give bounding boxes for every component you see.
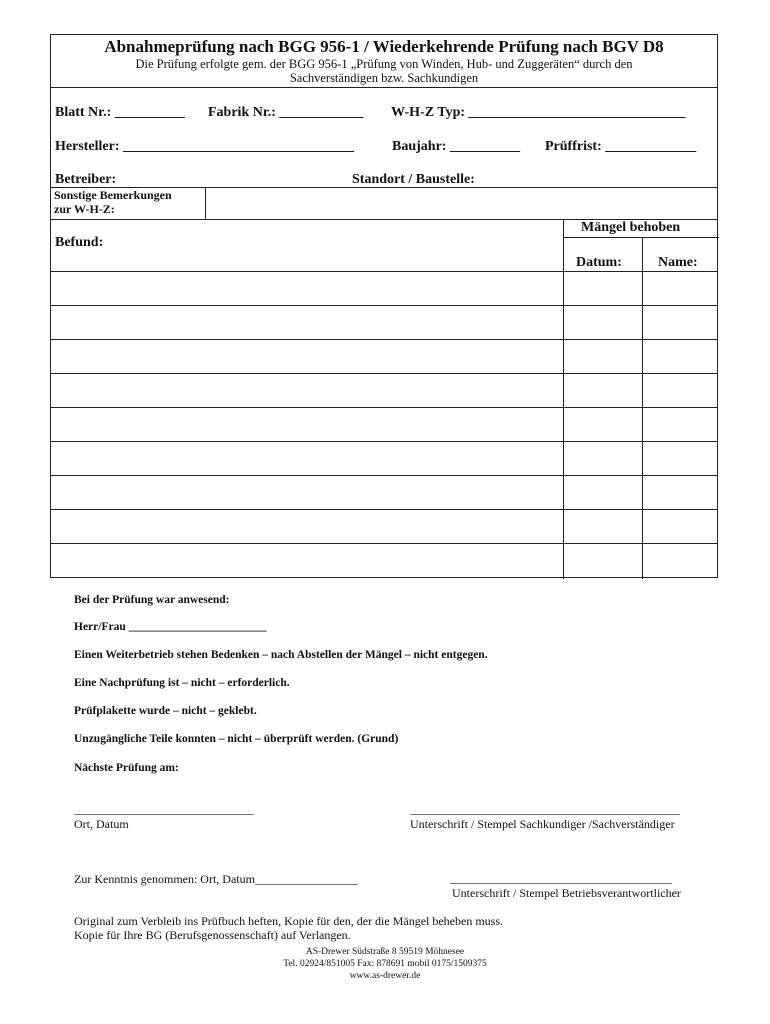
- footer-address: AS-Drewer Südstraße 8 59519 Möhnesee: [305, 947, 465, 957]
- footer-phone: Tel. 02924/851005 Fax: 878691 mobil 0175/1509375: [283, 959, 487, 969]
- divider: [51, 87, 717, 88]
- anwesend-label: Bei der Prüfung war anwesend:: [74, 594, 230, 606]
- betrieb-signature-line[interactable]: _____________________________________: [450, 871, 672, 885]
- blatt-field[interactable]: Blatt Nr.: __________: [55, 105, 185, 120]
- standort-field[interactable]: Standort / Baustelle:: [352, 172, 475, 187]
- unzugaenglich-statement: Unzugängliche Teile konnten – nicht – überprüft werden. (Grund): [74, 733, 399, 745]
- column-divider: [642, 237, 643, 579]
- whz-typ-field[interactable]: W-H-Z Typ: _______________________________: [391, 105, 686, 120]
- nachpruefung-statement: Eine Nachprüfung ist – nicht – erforderlich.: [74, 677, 290, 689]
- form-box: [50, 34, 718, 578]
- naechste-pruefung-field[interactable]: Nächste Prüfung am:: [74, 762, 179, 774]
- weiterbetrieb-statement: Einen Weiterbetrieb stehen Bedenken – nach Abstellen der Mängel – nicht entgegen.: [74, 649, 488, 661]
- pruefplakette-statement: Prüfplakette wurde – nicht – geklebt.: [74, 705, 257, 717]
- name-header: Name:: [658, 255, 698, 270]
- ort-datum-label: Ort, Datum: [74, 817, 129, 831]
- column-divider: [563, 219, 564, 579]
- table-row[interactable]: [51, 271, 717, 272]
- betreiber-field[interactable]: Betreiber:: [55, 172, 117, 187]
- note-line-1: Original zum Verbleib ins Prüfbuch heften, Kopie für den, der die Mängel beheben muss.: [74, 914, 503, 928]
- table-row[interactable]: [51, 407, 717, 408]
- form-subtitle-2: Sachverständigen bzw. Sachkundigen: [289, 71, 479, 85]
- herr-frau-field[interactable]: Herr/Frau ________________________: [74, 621, 267, 633]
- datum-header: Datum:: [576, 255, 622, 270]
- sachkundiger-signature-line[interactable]: _____________________________________________: [410, 802, 680, 816]
- divider: [563, 237, 719, 238]
- sachkundiger-signature-label: Unterschrift / Stempel Sachkundiger /Sachverständiger: [410, 817, 675, 831]
- bemerkungen-label-1: Sonstige Bemerkungen: [54, 188, 172, 202]
- prueffrist-field[interactable]: Prüffrist: _____________: [545, 139, 697, 154]
- fabrik-field[interactable]: Fabrik Nr.: ____________: [208, 105, 364, 120]
- betrieb-signature-label: Unterschrift / Stempel Betriebsverantwortlicher: [452, 886, 681, 900]
- befund-label: Befund:: [55, 235, 104, 250]
- note-line-2: Kopie für Ihre BG (Berufsgenossenschaft) auf Verlangen.: [74, 928, 351, 942]
- table-row[interactable]: [51, 339, 717, 340]
- bemerkungen-divider: [205, 187, 206, 219]
- ort-datum-line[interactable]: ______________________________: [74, 802, 254, 816]
- hersteller-field[interactable]: Hersteller: _________________________________: [55, 139, 355, 154]
- table-row[interactable]: [51, 509, 717, 510]
- form-title: Abnahmeprüfung nach BGG 956-1 / Wiederkehrende Prüfung nach BGV D8: [104, 37, 664, 56]
- baujahr-field[interactable]: Baujahr: __________: [392, 139, 520, 154]
- footer-website: www.as-drewer.de: [349, 971, 421, 981]
- table-row[interactable]: [51, 475, 717, 476]
- kenntnis-field[interactable]: Zur Kenntnis genommen: Ort, Datum_________________: [74, 872, 357, 886]
- table-row[interactable]: [51, 373, 717, 374]
- table-row[interactable]: [51, 305, 717, 306]
- maengel-header: Mängel behoben: [581, 220, 681, 235]
- table-row[interactable]: [51, 441, 717, 442]
- table-row[interactable]: [51, 543, 717, 544]
- form-subtitle-1: Die Prüfung erfolgte gem. der BGG 956-1 „Prüfung von Winden, Hub- und Zuggeräten“ durch den: [135, 57, 633, 71]
- bemerkungen-label-2: zur W-H-Z:: [54, 202, 115, 216]
